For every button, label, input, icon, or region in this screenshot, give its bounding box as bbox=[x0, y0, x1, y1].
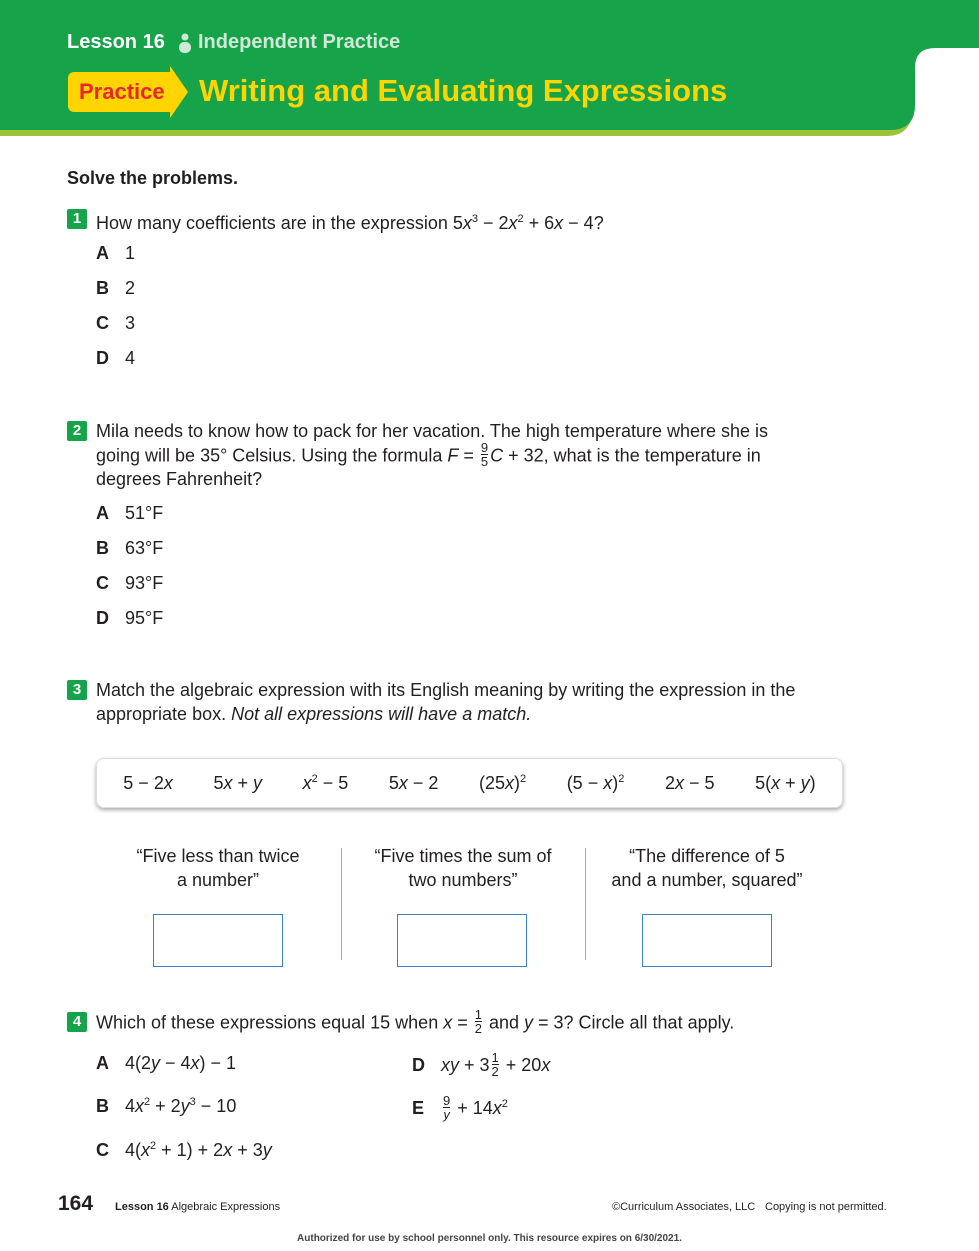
text: + 20 bbox=[500, 1055, 542, 1076]
text: + bbox=[780, 772, 801, 793]
math-variable: x bbox=[135, 1096, 145, 1116]
math-variable: x bbox=[163, 772, 173, 793]
answer-box-2[interactable] bbox=[397, 914, 527, 967]
math-variable: xy bbox=[441, 1055, 459, 1076]
question-number: 2 bbox=[67, 421, 87, 441]
math-variable: x bbox=[508, 213, 518, 233]
choice-letter: C bbox=[96, 573, 109, 593]
text: + 1) + 2 bbox=[156, 1140, 224, 1160]
math-variable: y bbox=[180, 1096, 190, 1116]
question-2-line bbox=[96, 440, 761, 470]
text: 4( bbox=[125, 1140, 142, 1160]
text: = bbox=[458, 445, 479, 466]
choice-letter: B bbox=[96, 278, 109, 298]
question-number: 4 bbox=[67, 1012, 87, 1032]
meaning-text: “The difference of 5 bbox=[629, 846, 785, 866]
math-variable: x bbox=[223, 772, 233, 793]
math-variable: F bbox=[447, 445, 459, 466]
meaning-2 bbox=[358, 844, 568, 892]
math-variable: x bbox=[190, 1053, 200, 1073]
choice-value bbox=[441, 1050, 551, 1079]
choice-letter: B bbox=[96, 538, 109, 558]
practice-arrow-icon bbox=[170, 66, 188, 118]
fraction-part: 5 bbox=[480, 454, 489, 469]
answer-box-3[interactable] bbox=[642, 914, 772, 967]
page-title: Writing and Evaluating Expressions bbox=[199, 73, 728, 108]
text: 4(2 bbox=[125, 1053, 152, 1073]
choice-letter: D bbox=[412, 1055, 425, 1076]
exponent: 2 bbox=[519, 772, 527, 785]
choice-value: 4 bbox=[125, 348, 136, 368]
text: ) bbox=[809, 772, 816, 793]
text: 5( bbox=[755, 772, 772, 793]
answer-choice-c[interactable] bbox=[96, 573, 163, 594]
fraction-part: 1 bbox=[474, 1007, 482, 1022]
exponent: 2 bbox=[618, 772, 625, 785]
choice-value: 1 bbox=[125, 243, 136, 263]
answer-choice-d[interactable] bbox=[412, 1050, 551, 1080]
header-banner bbox=[0, 0, 979, 140]
section-label: Independent Practice bbox=[198, 31, 401, 53]
answer-choice-e[interactable] bbox=[412, 1093, 508, 1123]
question-3-line bbox=[96, 678, 795, 702]
answer-choice-b[interactable] bbox=[96, 538, 163, 559]
math-variable: x bbox=[223, 1140, 233, 1160]
text: How many coefficients are in the expression 5 bbox=[96, 213, 463, 233]
text: 2 bbox=[664, 772, 675, 793]
question-2-line bbox=[96, 419, 768, 443]
answer-choice-a[interactable] bbox=[96, 503, 163, 524]
choice-letter: D bbox=[96, 348, 109, 368]
question-3-line bbox=[96, 702, 531, 726]
meaning-text: two numbers” bbox=[408, 870, 518, 890]
text: Match the algebraic expression with its English meaning by writing the expression in the bbox=[96, 680, 796, 700]
math-variable: C bbox=[490, 445, 504, 466]
math-variable: x bbox=[771, 772, 781, 793]
fraction-part: 2 bbox=[474, 1021, 482, 1036]
bank-expression bbox=[213, 773, 262, 794]
text: ) bbox=[513, 772, 520, 793]
text: appropriate box. bbox=[96, 704, 232, 724]
math-variable: x bbox=[141, 1140, 151, 1160]
math-variable: x bbox=[554, 213, 564, 233]
choice-letter: D bbox=[96, 608, 109, 628]
answer-choice-b[interactable] bbox=[96, 1096, 236, 1117]
bank-expression bbox=[479, 773, 526, 794]
exponent: 3 bbox=[189, 1096, 196, 1108]
person-icon bbox=[178, 33, 192, 53]
choice-value: 2 bbox=[125, 278, 136, 298]
text: − 2 bbox=[407, 772, 439, 793]
answer-box-1[interactable] bbox=[153, 914, 283, 967]
question-number: 1 bbox=[67, 209, 87, 229]
text: 4 bbox=[125, 1096, 136, 1116]
copyright: ©Curriculum Associates, LLC bbox=[612, 1201, 756, 1213]
choice-value: 63°F bbox=[125, 538, 164, 558]
exponent: 2 bbox=[144, 1096, 151, 1108]
choice-value: 93°F bbox=[125, 573, 164, 593]
question-1-text bbox=[96, 207, 604, 235]
answer-choice-a[interactable] bbox=[96, 243, 135, 264]
text: − 4 bbox=[160, 1053, 191, 1073]
text: + bbox=[232, 772, 253, 793]
text: going will be 35° Celsius. Using the formula bbox=[96, 445, 448, 466]
text: (5 − bbox=[566, 772, 604, 793]
footer-topic: Algebraic Expressions bbox=[171, 1201, 281, 1213]
meaning-text: “Five times the sum of bbox=[374, 846, 552, 866]
text: degrees Fahrenheit? bbox=[96, 469, 263, 489]
text: − 10 bbox=[195, 1096, 237, 1116]
choice-value bbox=[125, 1140, 272, 1160]
text: + 32, what is the temperature in bbox=[503, 445, 761, 466]
text: + 14 bbox=[452, 1098, 493, 1119]
math-variable: x bbox=[302, 772, 312, 793]
math-variable: x bbox=[541, 1055, 551, 1076]
answer-choice-b[interactable] bbox=[96, 278, 135, 299]
choice-value: 3 bbox=[125, 313, 136, 333]
text: + 2 bbox=[150, 1096, 181, 1116]
math-variable: y bbox=[252, 772, 262, 793]
choice-letter: A bbox=[96, 1053, 109, 1073]
answer-choice-a[interactable] bbox=[96, 1053, 236, 1074]
choice-value bbox=[125, 1096, 236, 1116]
exponent: 2 bbox=[517, 213, 524, 225]
footer-lesson bbox=[115, 1201, 280, 1213]
choice-value: 51°F bbox=[125, 503, 164, 523]
exponent: 2 bbox=[311, 772, 318, 785]
footer-lesson-number: Lesson 16 bbox=[115, 1201, 169, 1213]
text: (25 bbox=[478, 772, 505, 793]
divider bbox=[341, 848, 342, 960]
copy-notice: Copying is not permitted. bbox=[765, 1201, 887, 1213]
fraction-part: 1 bbox=[491, 1050, 499, 1065]
text: + 6 bbox=[523, 213, 555, 233]
text: + 3 bbox=[232, 1140, 263, 1160]
choice-value bbox=[125, 1053, 236, 1073]
question-number: 3 bbox=[67, 680, 87, 700]
meaning-text: and a number, squared” bbox=[611, 870, 803, 890]
math-variable: x bbox=[492, 1098, 502, 1119]
fraction-part: y bbox=[443, 1107, 450, 1122]
meaning-1 bbox=[113, 844, 323, 892]
math-variable: y bbox=[151, 1053, 161, 1073]
math-variable: x bbox=[462, 213, 472, 233]
meaning-3 bbox=[602, 844, 812, 892]
bank-expression bbox=[303, 773, 349, 794]
math-variable: x bbox=[398, 772, 408, 793]
meaning-text: “Five less than twice bbox=[136, 846, 300, 866]
authorization-notice: Authorized for use by school personnel only. This resource expires on 6/30/2021. bbox=[297, 1233, 682, 1244]
text: Which of these expressions equal 15 when bbox=[96, 1012, 444, 1033]
math-variable: x bbox=[443, 1012, 453, 1033]
choice-value bbox=[441, 1093, 508, 1122]
text: ) − 1 bbox=[199, 1053, 237, 1073]
bank-expression bbox=[755, 773, 816, 794]
choice-letter: A bbox=[96, 243, 109, 263]
text: 5 − 2 bbox=[123, 772, 164, 793]
math-variable: y bbox=[262, 1140, 272, 1160]
math-variable: Not all expressions will have a match. bbox=[231, 704, 532, 724]
question-2-line bbox=[96, 467, 262, 491]
choice-letter: C bbox=[96, 313, 109, 333]
text: and bbox=[483, 1012, 524, 1033]
page-number: 164 bbox=[58, 1192, 94, 1215]
answer-choice-c[interactable] bbox=[96, 1140, 272, 1161]
math-variable: x bbox=[603, 772, 613, 793]
choice-letter: A bbox=[96, 503, 109, 523]
text: 5 bbox=[388, 772, 399, 793]
text: Mila needs to know how to pack for her vacation. The high temperature where she is bbox=[96, 421, 769, 441]
meaning-text: a number” bbox=[176, 870, 260, 890]
fraction bbox=[481, 441, 488, 468]
text: = bbox=[452, 1012, 473, 1033]
math-variable: x bbox=[504, 772, 514, 793]
choice-letter: E bbox=[412, 1098, 425, 1119]
math-variable: y bbox=[524, 1012, 533, 1033]
divider bbox=[585, 848, 586, 960]
practice-tag: Practice bbox=[68, 72, 172, 112]
fraction-part: 9 bbox=[443, 1093, 451, 1108]
text: − 5 bbox=[317, 772, 349, 793]
fraction bbox=[475, 1008, 482, 1035]
fraction-part: 9 bbox=[480, 440, 489, 455]
instructions: Solve the problems. bbox=[67, 168, 239, 188]
text: = 3? Circle all that apply. bbox=[533, 1012, 735, 1033]
answer-choice-c[interactable] bbox=[96, 313, 135, 334]
text: 5 bbox=[213, 772, 224, 793]
choice-letter: B bbox=[96, 1096, 109, 1116]
question-4-text bbox=[96, 1007, 735, 1037]
answer-choice-d[interactable] bbox=[96, 608, 163, 629]
text: − 5 bbox=[683, 772, 715, 793]
bank-expression bbox=[665, 773, 715, 794]
choice-letter: C bbox=[96, 1140, 109, 1160]
fraction bbox=[443, 1094, 450, 1121]
exponent: 2 bbox=[501, 1098, 508, 1111]
text: + 3 bbox=[459, 1055, 490, 1076]
math-variable: y bbox=[800, 772, 810, 793]
text: − 4? bbox=[563, 213, 604, 233]
math-variable: x bbox=[674, 772, 684, 793]
text: ) bbox=[612, 772, 619, 793]
answer-choice-d[interactable] bbox=[96, 348, 135, 369]
bank-expression bbox=[389, 773, 439, 794]
lesson-label: Lesson 16 bbox=[67, 31, 165, 53]
bank-expression bbox=[123, 773, 173, 794]
bank-expression bbox=[567, 773, 625, 794]
exponent: 2 bbox=[150, 1140, 157, 1152]
expression-bank bbox=[96, 758, 843, 808]
exponent: 3 bbox=[471, 213, 478, 225]
text: − 2 bbox=[477, 213, 509, 233]
choice-value: 95°F bbox=[125, 608, 164, 628]
fraction bbox=[492, 1051, 499, 1078]
fraction-part: 2 bbox=[491, 1064, 499, 1079]
